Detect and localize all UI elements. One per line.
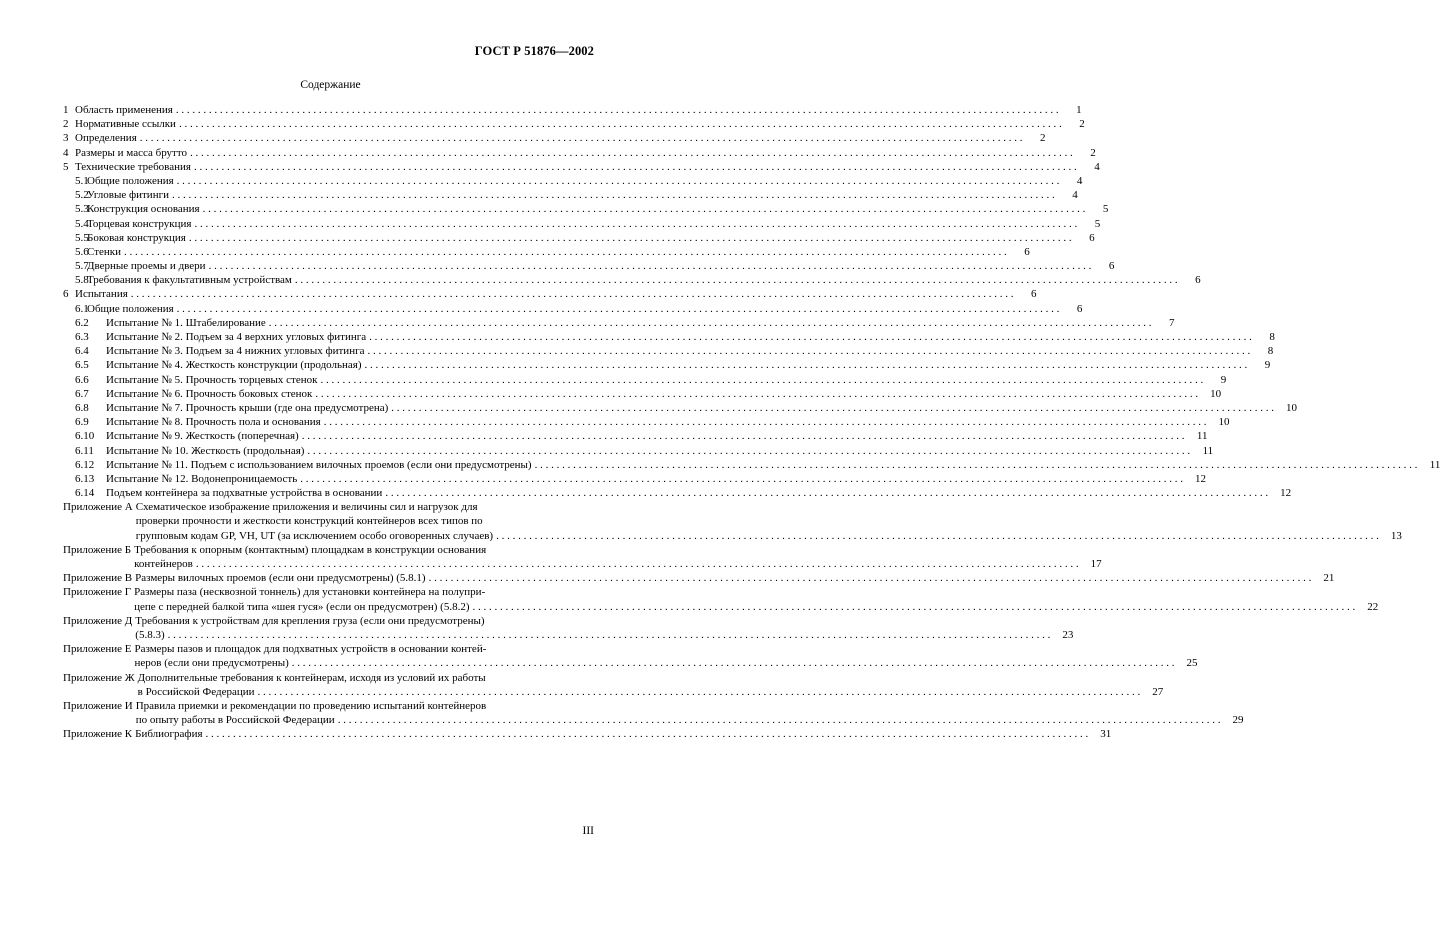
toc-entry-number: 6.5 — [75, 359, 89, 372]
toc-entry-number: 6.11 — [75, 444, 94, 457]
toc-entry-label: Область применения — [75, 104, 173, 116]
appendix-entry — [63, 585, 1379, 613]
toc-entry-page: 2 — [1079, 118, 1085, 131]
toc-entry-number: 6.3 — [75, 331, 89, 343]
toc-entry-page: 8 — [1269, 331, 1275, 343]
appendix-page: 29 — [1232, 714, 1244, 727]
appendix-title-line: проверки прочности и жесткости конструкций контейнеров всех типов по — [135, 515, 483, 528]
toc-entry-label: Дверные проемы и двери — [87, 260, 206, 273]
toc-entry-label: Конструкция основания — [87, 203, 200, 216]
toc-entry-label: Требования к факультативным устройствам — [87, 274, 292, 287]
appendix-title-line: по опыту работы в Российской Федерации — [135, 714, 335, 727]
toc-entry-number: 6.6 — [75, 373, 89, 386]
appendix-entry — [63, 571, 1335, 585]
toc-entry-number: 5.6 — [75, 245, 89, 258]
leader-dots — [189, 231, 1072, 245]
toc-entry-number: 6.1 — [75, 302, 89, 315]
toc-entry-label: Торцевая конструкция — [87, 217, 192, 230]
appendix-title-line: Схематическое изображение приложения и величины сил и нагрузок для — [135, 501, 478, 514]
toc-entry — [63, 160, 1100, 174]
toc-entry — [63, 131, 1046, 145]
toc-entry — [63, 103, 1082, 117]
toc-entry — [63, 287, 1037, 301]
toc-entry-label: Общие положения — [87, 302, 174, 315]
toc-entry — [63, 401, 1298, 415]
leader-dots — [194, 217, 1077, 231]
table-of-contents — [63, 103, 1440, 741]
leader-dots — [302, 429, 1185, 443]
appendix-page: 22 — [1367, 600, 1379, 613]
toc-entry-label: Определения — [75, 132, 137, 145]
toc-entry — [63, 174, 1083, 188]
appendix-page: 25 — [1186, 657, 1198, 670]
toc-entry-label: Общие положения — [87, 174, 174, 187]
appendix-name: Приложение К — [63, 728, 133, 741]
toc-entry-page: 9 — [1220, 373, 1227, 386]
appendix-entry — [63, 500, 1402, 543]
toc-entry-label: Испытание № 5. Прочность торцевых стенок — [106, 373, 318, 386]
appendix-name: Приложение А — [63, 501, 133, 514]
toc-entry-page: 11 — [1196, 430, 1208, 443]
toc-entry — [63, 245, 1030, 259]
toc-entry-page: 12 — [1280, 487, 1292, 500]
toc-entry-page: 9 — [1264, 359, 1271, 372]
toc-entry — [63, 146, 1096, 160]
toc-entry-number: 6.12 — [75, 458, 95, 471]
appendix-page: 21 — [1323, 572, 1335, 585]
toc-entry — [63, 472, 1206, 486]
toc-entry-label: Стенки — [87, 245, 121, 258]
toc-entry-number: 6 — [63, 288, 69, 301]
toc-entry-label: Испытание № 12. Водонепроницаемость — [106, 472, 298, 485]
leader-dots — [391, 401, 1274, 415]
toc-entry-page: 4 — [1076, 174, 1083, 187]
leader-dots — [324, 415, 1207, 429]
appendix-entry — [63, 671, 1164, 699]
toc-entry-number: 4 — [63, 146, 69, 159]
toc-entry-page: 1 — [1076, 104, 1082, 116]
toc-entry-label: Испытание № 1. Штабелирование — [106, 316, 266, 329]
appendix-title-line: групповым кодам GP, VH, UT (за исключением особо оговоренных случаев) — [135, 529, 494, 542]
leader-dots — [315, 387, 1198, 401]
appendix-page: 23 — [1062, 628, 1074, 641]
toc-entry-number: 6.13 — [75, 472, 95, 485]
toc-entry-number: 5.1 — [75, 174, 89, 187]
toc-entry-page: 10 — [1218, 416, 1230, 429]
contents-title: Содержание — [300, 79, 361, 91]
toc-entry — [63, 217, 1101, 231]
appendix-entry — [63, 543, 1102, 571]
toc-entry — [63, 259, 1115, 273]
leader-dots — [168, 628, 1051, 642]
toc-entry-number: 2 — [63, 118, 69, 131]
appendix-name: Приложение Б — [63, 543, 132, 556]
leader-dots — [131, 287, 1014, 301]
appendix-title-line: Размеры вилочных проемов (если они предусмотрены) (5.8.1) — [135, 572, 426, 585]
appendix-name: Приложение И — [63, 699, 133, 712]
toc-entry-page: 4 — [1094, 160, 1100, 173]
leader-dots — [177, 174, 1060, 188]
toc-entry-label: Испытание № 8. Прочность пола и основания — [106, 416, 321, 429]
toc-entry-page: 6 — [1195, 274, 1201, 287]
toc-entry-label: Испытания — [75, 288, 128, 301]
toc-entry — [63, 444, 1214, 458]
toc-entry-label: Подъем контейнера за подхватные устройства в основании — [106, 487, 383, 500]
leader-dots — [535, 458, 1418, 472]
toc-entry — [63, 415, 1230, 429]
toc-entry-page: 8 — [1267, 345, 1274, 358]
toc-entry-page: 12 — [1194, 472, 1206, 485]
toc-entry-number: 5.3 — [75, 203, 89, 216]
toc-entry-page: 11 — [1202, 444, 1214, 457]
toc-entry-label: Угловые фитинги — [87, 189, 169, 202]
appendix-title-line: Требования к устройствам для крепления груза (если они предусмотрены) — [135, 614, 485, 627]
toc-entry-number: 3 — [63, 132, 69, 145]
leader-dots — [196, 557, 1079, 571]
toc-entry-label: Испытание № 6. Прочность боковых стенок — [106, 387, 313, 400]
appendix-page: 17 — [1090, 558, 1102, 570]
toc-entry — [63, 316, 1175, 330]
toc-entry-label: Технические требования — [75, 160, 191, 173]
leader-dots — [269, 316, 1152, 330]
appendix-title-line: Дополнительные требования к контейнерам, исходя из условий их работы — [137, 671, 486, 684]
appendix-entry — [63, 642, 1198, 670]
toc-entry — [63, 302, 1083, 316]
appendix-page: 13 — [1390, 529, 1402, 542]
toc-entry-number: 5.4 — [75, 217, 89, 230]
appendix-name: Приложение Е — [63, 643, 132, 656]
leader-dots — [472, 600, 1355, 614]
appendix-title-line: Размеры паза (несквозной тоннель) для установки контейнера на полупри- — [134, 586, 486, 599]
toc-entry-page: 6 — [1031, 288, 1037, 301]
toc-entry-number: 6.14 — [75, 487, 95, 500]
toc-entry-label: Испытание № 3. Подъем за 4 нижних угловых фитинга — [106, 345, 365, 358]
leader-dots — [385, 486, 1268, 500]
toc-entry-number: 5.2 — [75, 189, 89, 202]
toc-entry-number: 6.8 — [75, 401, 89, 414]
toc-entry — [63, 188, 1078, 202]
leader-dots — [338, 713, 1221, 727]
leader-dots — [179, 117, 1062, 131]
toc-entry — [63, 486, 1292, 500]
leader-dots — [320, 373, 1203, 387]
appendix-title-line: Правила приемки и рекомендации по проведению испытаний контейнеров — [135, 699, 487, 712]
leader-dots — [367, 344, 1250, 358]
toc-entry-page: 7 — [1169, 316, 1175, 329]
leader-dots — [365, 358, 1248, 372]
toc-entry — [63, 358, 1271, 372]
leader-dots — [258, 685, 1141, 699]
appendix-name: Приложение Д — [63, 614, 133, 627]
toc-entry-number: 5.8 — [75, 274, 89, 287]
leader-dots — [429, 571, 1312, 585]
toc-entry — [63, 344, 1274, 358]
toc-entry-number: 6.4 — [75, 345, 89, 358]
appendix-entry — [63, 699, 1244, 727]
page-number: III — [582, 825, 594, 837]
appendix-page: 27 — [1152, 685, 1164, 698]
appendix-page: 31 — [1100, 728, 1112, 741]
toc-entry-page: 10 — [1210, 387, 1222, 400]
appendix-title-line: в Российской Федерации — [137, 685, 255, 698]
toc-entry-number: 5 — [63, 160, 69, 173]
toc-entry-page: 5 — [1094, 217, 1101, 230]
toc-entry-number: 6.7 — [75, 387, 89, 400]
toc-entry-page: 6 — [1076, 302, 1083, 315]
standard-header: ГОСТ Р 51876—2002 — [474, 44, 594, 58]
toc-entry-number: 5.7 — [75, 260, 89, 273]
toc-entry-page: 10 — [1286, 401, 1298, 414]
appendix-name: Приложение В — [63, 572, 133, 585]
leader-dots — [292, 656, 1175, 670]
leader-dots — [496, 529, 1379, 543]
toc-entry-label: Испытание № 4. Жесткость конструкции (продольная) — [106, 359, 362, 372]
toc-entry-label: Боковая конструкция — [87, 231, 186, 244]
leader-dots — [295, 273, 1178, 287]
toc-entry-number: 1 — [63, 104, 69, 116]
leader-dots — [203, 202, 1086, 216]
toc-entry-number: 6.9 — [75, 416, 89, 429]
toc-entry-label: Испытание № 7. Прочность крыши (где она предусмотрена) — [106, 401, 389, 414]
toc-entry-label: Испытание № 10. Жесткость (продольная) — [106, 444, 305, 457]
toc-entry-label: Испытание № 11. Подъем с использованием вилочных проемов (если они предусмотрены) — [106, 458, 532, 471]
leader-dots — [369, 330, 1252, 344]
leader-dots — [300, 472, 1183, 486]
appendix-title-line: Требования к опорным (контактным) площадкам в конструкции основания — [134, 543, 487, 556]
toc-entry — [63, 202, 1109, 216]
toc-entry-number: 6.2 — [75, 316, 89, 329]
toc-entry-page: 2 — [1090, 146, 1096, 159]
appendix-entry — [63, 727, 1112, 741]
leader-dots — [124, 245, 1007, 259]
appendix-name: Приложение Ж — [63, 671, 135, 684]
toc-entry — [63, 273, 1201, 287]
toc-entry — [63, 117, 1085, 131]
toc-entry-page: 4 — [1072, 189, 1078, 202]
toc-entry-label: Испытание № 2. Подъем за 4 верхних угловых фитинга — [106, 331, 367, 343]
leader-dots — [190, 146, 1073, 160]
toc-entry — [63, 373, 1227, 387]
toc-entry — [63, 429, 1208, 443]
toc-entry-page: 6 — [1089, 231, 1095, 244]
toc-entry — [63, 387, 1222, 401]
appendix-name: Приложение Г — [63, 586, 132, 599]
leader-dots — [194, 160, 1077, 174]
appendix-title-line: (5.8.3) — [135, 628, 165, 641]
toc-entry — [63, 231, 1095, 245]
toc-entry-label: Размеры и масса брутто — [75, 146, 188, 159]
appendix-title-line: цепе с передней балкой типа «шея гуся» (если он предусмотрен) (5.8.2) — [134, 600, 470, 613]
toc-entry-page: 6 — [1024, 245, 1030, 258]
toc-entry-page: 11 — [1429, 458, 1440, 471]
toc-entry-number: 6.10 — [75, 430, 95, 443]
leader-dots — [177, 302, 1060, 316]
toc-entry-page: 5 — [1102, 203, 1109, 216]
appendix-title-line: неров (если они предусмотрены) — [134, 657, 289, 670]
appendix-title-line: контейнеров — [134, 558, 193, 570]
leader-dots — [206, 727, 1089, 741]
appendix-title-line: Размеры пазов и площадок для подхватных устройств в основании контей- — [134, 643, 487, 656]
leader-dots — [176, 103, 1059, 117]
toc-entry-page: 2 — [1040, 132, 1046, 145]
leader-dots — [172, 188, 1055, 202]
toc-entry-label: Испытание № 9. Жесткость (поперечная) — [106, 430, 299, 443]
leader-dots — [209, 259, 1092, 273]
toc-entry — [63, 458, 1440, 472]
appendix-title-line: Библиография — [135, 728, 203, 741]
toc-entry-number: 5.5 — [75, 231, 89, 244]
leader-dots — [307, 444, 1190, 458]
toc-entry-label: Нормативные ссылки — [75, 118, 176, 131]
leader-dots — [140, 131, 1023, 145]
appendix-entry — [63, 614, 1074, 642]
toc-entry-page: 6 — [1108, 260, 1115, 273]
toc-entry — [63, 330, 1275, 344]
